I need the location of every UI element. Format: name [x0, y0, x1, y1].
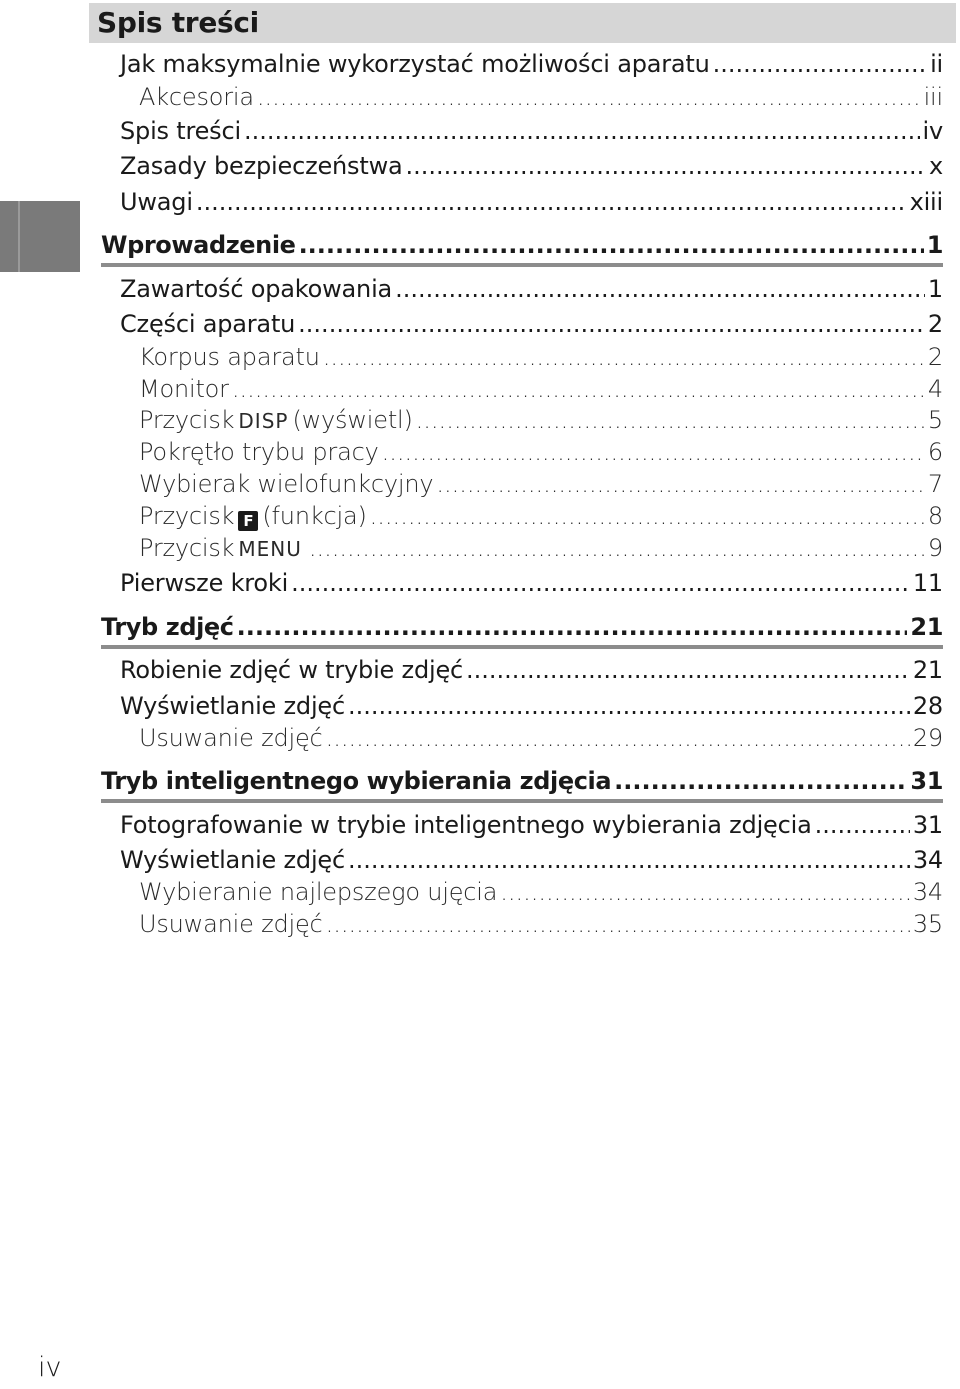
toc-entry[interactable] — [120, 188, 943, 216]
toc-entry[interactable] — [139, 343, 943, 371]
toc-entry[interactable] — [120, 846, 943, 874]
dot-leader — [309, 534, 925, 562]
toc-entry-page: 31 — [912, 811, 943, 839]
dot-leader — [500, 878, 910, 906]
chapter-divider — [101, 645, 943, 649]
toc-entry-page: 8 — [927, 502, 943, 530]
toc-entry-page: iii — [923, 83, 943, 111]
toc-entry[interactable] — [139, 724, 943, 752]
toc-entry-label: Fotografowanie w trybie inteligentnego wybierania zdjęcia — [120, 811, 812, 839]
toc-chapter-page: 21 — [910, 613, 943, 641]
toc-entry-page: 7 — [927, 470, 943, 498]
toc-entry[interactable] — [139, 83, 943, 111]
toc-entry-page: 21 — [912, 656, 943, 684]
toc-entry-label — [139, 406, 413, 434]
toc-entry[interactable] — [139, 438, 943, 466]
toc-entry-page: 1 — [927, 275, 943, 303]
toc-entry-page: 34 — [912, 878, 943, 906]
toc-entry-label: Wyświetlanie zdjęć — [120, 692, 345, 720]
toc-entry-label: Korpus aparatu — [139, 343, 320, 371]
toc-entry-label: Części aparatu — [120, 310, 296, 338]
toc-entry-label-pre: Przycisk — [139, 406, 235, 434]
dot-leader — [815, 811, 910, 839]
dot-leader — [436, 470, 925, 498]
toc-entry-label: Pierwsze kroki — [120, 569, 289, 597]
dot-leader — [466, 656, 910, 684]
menu-button-icon: MENU — [238, 537, 302, 561]
toc-entry-page: x — [928, 152, 943, 180]
dot-leader — [298, 310, 925, 338]
page-number: iv — [38, 1352, 62, 1383]
toc-entry-label: Spis treści — [120, 117, 241, 145]
dot-leader — [244, 117, 920, 145]
toc-entry[interactable] — [139, 406, 943, 434]
toc-entry[interactable] — [120, 50, 943, 78]
toc-entry-page: 5 — [927, 406, 943, 434]
chapter-divider — [101, 263, 943, 267]
toc-entry-page: 28 — [912, 692, 943, 720]
toc-entry-label: Jak maksymalnie wykorzystać możliwości aparatu — [120, 50, 710, 78]
dot-leader — [326, 724, 910, 752]
toc-entry-page: xiii — [909, 188, 943, 216]
dot-leader — [382, 438, 925, 466]
toc-entry-label: Wybierak wielofunkcyjny — [139, 470, 434, 498]
toc-entry[interactable] — [120, 692, 943, 720]
dot-leader — [370, 502, 925, 530]
dot-leader — [237, 613, 908, 641]
dot-leader — [348, 846, 910, 874]
dot-leader — [713, 50, 927, 78]
toc-entry[interactable] — [120, 656, 943, 684]
dot-leader — [196, 188, 907, 216]
toc-entry[interactable] — [139, 502, 943, 530]
toc-entry-page: 29 — [912, 724, 943, 752]
toc-entry-label: Usuwanie zdjęć — [139, 910, 323, 938]
toc-entry[interactable] — [139, 470, 943, 498]
toc-entry-page: 2 — [927, 343, 943, 371]
toc-entry-label: Monitor — [139, 375, 229, 403]
toc-entry-page: iv — [922, 117, 943, 145]
toc-entry-label-pre: Przycisk — [139, 502, 235, 530]
toc-entry[interactable] — [120, 310, 943, 338]
toc-chapter-entry[interactable] — [101, 231, 943, 259]
toc-entry-page: 35 — [912, 910, 943, 938]
toc-chapter-label: Tryb inteligentnego wybierania zdjęcia — [101, 767, 612, 795]
dot-leader — [348, 692, 910, 720]
function-button-icon: F — [238, 511, 258, 531]
toc-entry-label: Usuwanie zdjęć — [139, 724, 323, 752]
chapter-divider — [101, 799, 943, 803]
toc-entry[interactable] — [120, 152, 943, 180]
toc-entry-page: 34 — [912, 846, 943, 874]
toc-entry-label: Zasady bezpieczeństwa — [120, 152, 403, 180]
toc-chapter-label: Tryb zdjęć — [101, 613, 234, 641]
toc-entry-page: ii — [930, 50, 943, 78]
dot-leader — [323, 343, 925, 371]
dot-leader — [291, 569, 910, 597]
toc-entry[interactable] — [139, 375, 943, 403]
toc-entry[interactable] — [120, 811, 943, 839]
toc-entry-label: Akcesoria — [139, 83, 254, 111]
dot-leader — [416, 406, 925, 434]
page-title: Spis treści — [89, 3, 956, 43]
toc-entry-label: Uwagi — [120, 188, 193, 216]
toc-entry[interactable] — [120, 117, 943, 145]
toc-chapter-label: Wprowadzenie — [101, 231, 296, 259]
toc-entry-label-pre: Przycisk — [139, 534, 235, 562]
toc-entry[interactable] — [139, 534, 943, 562]
dot-leader — [326, 910, 910, 938]
dot-leader — [299, 231, 924, 259]
chapter-thumb-tab — [0, 201, 80, 272]
toc-entry-label — [139, 502, 367, 530]
toc-entry[interactable] — [139, 878, 943, 906]
dot-leader — [614, 767, 907, 795]
dot-leader — [395, 275, 925, 303]
toc-entry[interactable] — [120, 569, 943, 597]
toc-entry-label-post: (wyświetl) — [292, 406, 413, 434]
toc-entry-label: Wybieranie najlepszego ujęcia — [139, 878, 498, 906]
toc-entry-label — [139, 534, 306, 562]
toc-entry[interactable] — [120, 275, 943, 303]
toc-entry-page: 2 — [927, 310, 943, 338]
dot-leader — [257, 83, 921, 111]
toc-entry-page: 6 — [927, 438, 943, 466]
disp-button-icon: DISP — [238, 409, 289, 433]
toc-entry-label: Robienie zdjęć w trybie zdjęć — [120, 656, 464, 684]
toc-entry-label: Zawartość opakowania — [120, 275, 393, 303]
toc-chapter-page: 31 — [910, 767, 943, 795]
toc-entry[interactable] — [139, 910, 943, 938]
dot-leader — [406, 152, 926, 180]
toc-entry-label: Wyświetlanie zdjęć — [120, 846, 345, 874]
toc-entry-page: 9 — [927, 534, 943, 562]
toc-chapter-entry[interactable] — [101, 767, 943, 795]
toc-entry-label-post: (funkcja) — [262, 502, 367, 530]
toc-chapter-page: 1 — [926, 231, 943, 259]
toc-entry-label: Pokrętło trybu pracy — [139, 438, 379, 466]
dot-leader — [232, 375, 925, 403]
toc-entry-page: 11 — [912, 569, 943, 597]
toc-entry-page: 4 — [927, 375, 943, 403]
toc-chapter-entry[interactable] — [101, 613, 943, 641]
